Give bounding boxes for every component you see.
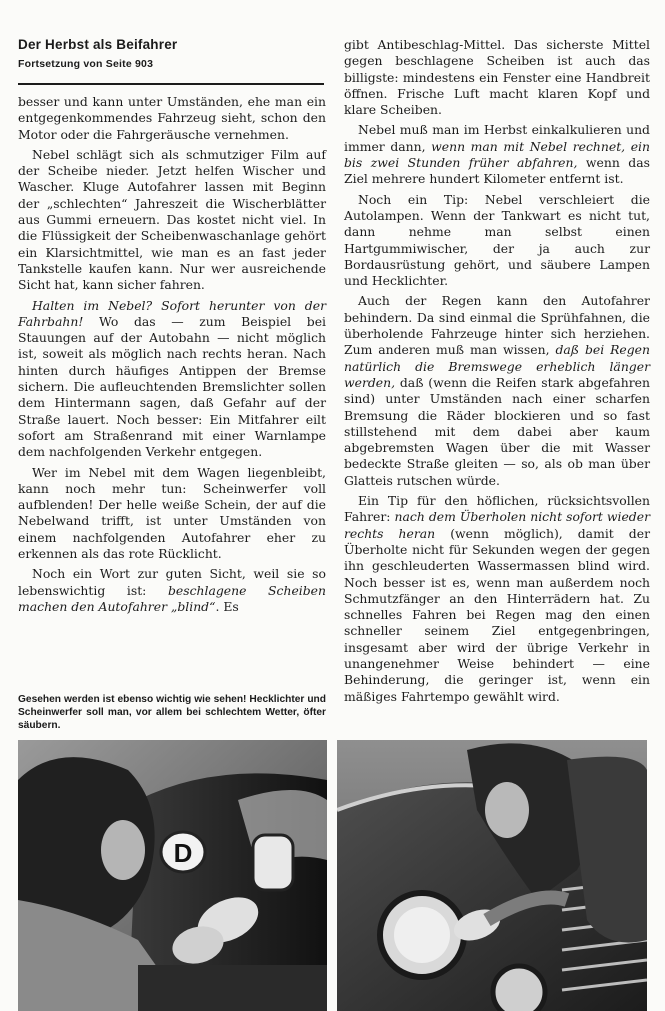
body-text: Nebel schlägt sich als schmutziger Film auf der Scheibe nieder. Jetzt helfen Wischer und Wascher. Kluge Autofahrer lassen mit Beginn der „schlechten“ Jahreszeit die Wischerblätter aus Gummi erneuern. Das kostet nicht viel. In die Flüssigkeit der Scheibenwaschanlage gehört ein Klarsichtmittel, wie man es an fast jeder Tankstelle kaufen kann. Nur wer ausreichende Sicht hat, kann sicher fahren. — [18, 146, 326, 293]
left-column-paragraph — [18, 298, 326, 461]
left-column — [18, 37, 326, 615]
emphasis-text: beschlagene Scheiben machen den Autofahrer „blind“ — [18, 582, 326, 614]
left-column-paragraph — [18, 465, 326, 563]
photo-tail-light — [18, 740, 327, 1011]
article-title: Der Herbst als Beifahrer — [18, 37, 178, 52]
emphasis-text: wenn man mit Nebel rechnet, ein bis zwei Stunden früher abfahren, — [344, 138, 650, 171]
body-text: Wo das — zum Beispiel bei Stauungen auf der Autobahn — nicht möglich ist, soweit als möglich nach rechts heran. Nach hinten durch häufiges Antippen der Bremse sichern. Die aufleuchtenden Bremslichter sollen dem Hintermann sagen, daß Gefahr auf der Straße lauert. Noch besser: Ein Mitfahrer eilt sofort am Straßenrand mit einer Warnlampe dem nachfolgenden Verkehr entgegen. — [18, 313, 326, 460]
left-column-paragraph — [18, 566, 326, 615]
photo-tail-light-image — [18, 740, 327, 1011]
body-text: besser und kann unter Umständen, ehe man ein entgegenkommendes Fahrzeug sieht, schon den Motor oder die Fahrgeräusche vernehmen. — [18, 94, 326, 142]
photo-headlight — [337, 740, 647, 1011]
body-text: Wer im Nebel mit dem Wagen liegenbleibt, kann noch mehr tun: Scheinwerfer voll aufblenden! Der helle weiße Schein, der auf die Nebelwand trifft, ist unter Umständen von einem nachfolgenden Autofahrer eher zu erkennen als das rote Rücklicht. — [18, 464, 326, 562]
body-text: . Es — [215, 598, 239, 614]
body-text: Auch der Regen kann den Autofahrer behindern. Da sind einmal die Sprühfahnen, die überholende Fahrzeuge hinter sich herziehen. Zum anderen muß man wissen, — [344, 293, 650, 358]
body-text: daß (wenn die Reifen stark abgefahren sind) unter Umständen nach einer scharfen Bremsung die Räder blockieren und so fast stillstehend mit dem dabei aber kaum abgebremsten Wagen über die mit Wasser bedeckte Straße gleiten — so, als ob man über Glatteis rutschen würde. — [344, 374, 650, 488]
photo-headlight-image — [337, 740, 647, 1011]
emphasis-text: nach dem Überholen nicht sofort wieder rechts heran — [344, 509, 650, 541]
emphasis-text: daß bei Regen natürlich die Bremswege erheblich länger werden, — [344, 342, 650, 390]
right-column-paragraph — [344, 293, 650, 489]
right-column-paragraph — [344, 493, 650, 705]
body-text: wenn das Ziel mehrere hundert Kilometer entfernt ist. — [344, 155, 650, 187]
body-text: Nebel muß man im Herbst einkalkulieren und immer dann, — [344, 122, 650, 154]
body-text: gibt Antibeschlag-Mittel. Das sicherste Mittel gegen beschlagene Scheiben ist auch das billigste: mindestens ein Fenster eine Handbreit öffnen. Frische Luft macht klaren Kopf und klare Scheiben. — [344, 37, 650, 118]
right-column-paragraph — [344, 122, 650, 187]
body-text: Noch ein Tip: Nebel verschleiert die Autolampen. Wenn der Tankwart es nicht tut, dann nehme man selbst einen Hartgummiwischer, der ja auch zur Bordausrüstung gehört, und säubere Lampen und Hecklichter. — [344, 191, 650, 289]
emphasis-text: Halten im Nebel? Sofort herunter von der Fahrbahn! — [18, 297, 326, 329]
photo-caption: Gesehen werden ist ebenso wichtig wie sehen! Hecklichter und Scheinwerfer soll man, vor allem bei schlechtem Wetter, öfter säubern. — [18, 694, 326, 731]
title-rule — [18, 83, 324, 85]
right-column — [344, 37, 650, 705]
right-column-paragraph — [344, 37, 650, 118]
left-body — [18, 94, 326, 615]
country-plate-letter: D — [173, 838, 193, 868]
body-text: Noch ein Wort zur guten Sicht, weil sie so lebenswichtig ist: — [18, 566, 326, 598]
left-column-paragraph — [18, 94, 326, 143]
right-body — [344, 37, 650, 705]
body-text: (wenn möglich), damit der Überholte nicht für Sekunden wegen der gegen ihn geschleuderten Wassermassen blind wird. Noch besser ist es, wenn man außerdem noch Schmutzfänger an den Hinterrädern hat. Zu schnelles Fahren bei Regen mag den einen schneller seinem Ziel entgegenbringen, insgesamt aber wird der übrige Verkehr in unangenehmer Weise behindert — eine Behinderung, die geringer ist, wenn ein mäßiges Fahrtempo gewählt wird. — [344, 525, 650, 704]
left-column-paragraph — [18, 147, 326, 294]
right-column-paragraph — [344, 192, 650, 290]
article-subtitle: Fortsetzung von Seite 903 — [18, 58, 154, 70]
body-text: Ein Tip für den höflichen, rücksichtsvollen Fahrer: — [344, 493, 650, 525]
